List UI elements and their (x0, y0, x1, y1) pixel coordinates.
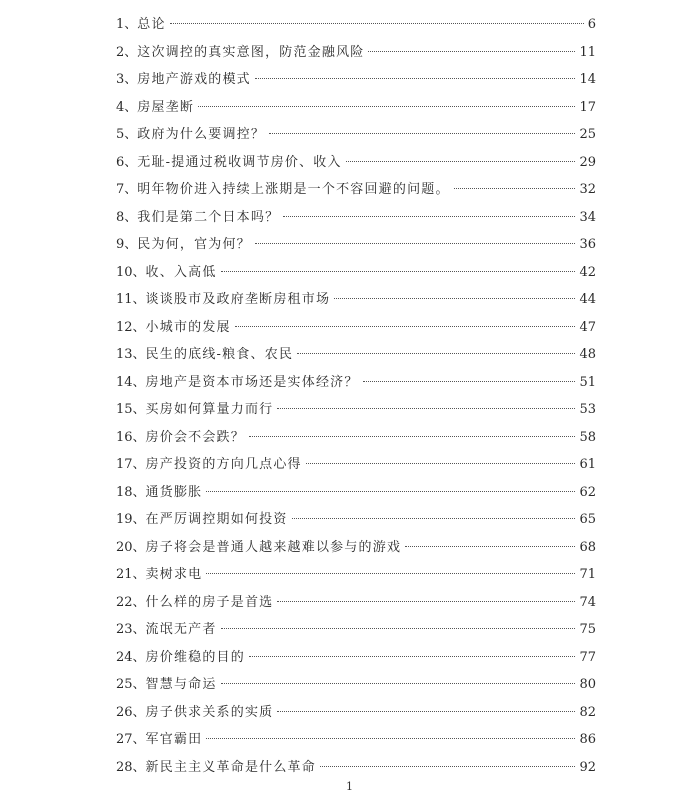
toc-entry-page[interactable]: 44 (579, 292, 596, 307)
toc-entry[interactable] (116, 726, 596, 754)
toc-entry-number: 28、 (116, 759, 146, 775)
toc-entry-title[interactable]: 房地产游戏的模式 (137, 72, 251, 87)
toc-dot-leader (249, 656, 576, 657)
toc-entry-number: 6、 (116, 154, 138, 170)
toc-entry-page[interactable]: 65 (579, 512, 596, 527)
toc-entry-page[interactable]: 53 (579, 402, 596, 417)
toc-entry-page[interactable]: 34 (579, 209, 596, 225)
toc-entry[interactable] (116, 479, 596, 507)
toc-entry[interactable] (116, 699, 596, 727)
toc-dot-leader (206, 491, 575, 492)
toc-dot-leader (198, 106, 575, 107)
toc-entry-title[interactable]: 什么样的房子是首选 (145, 594, 274, 610)
toc-entry-page[interactable]: 61 (579, 457, 596, 472)
toc-entry-page[interactable]: 68 (579, 539, 596, 555)
toc-entry-page[interactable]: 80 (579, 677, 596, 692)
toc-entry-number: 21、 (116, 567, 146, 582)
toc-entry-page[interactable]: 47 (579, 319, 596, 335)
toc-entry-number: 26、 (116, 704, 146, 720)
toc-dot-leader (334, 298, 575, 299)
toc-entry-number: 13、 (116, 347, 146, 362)
toc-entry[interactable] (116, 671, 596, 699)
toc-entry-title[interactable]: 房价维稳的目的 (145, 649, 245, 665)
toc-dot-leader (221, 683, 576, 684)
toc-entry-title[interactable]: 收、入高低 (145, 264, 217, 280)
toc-entry-page[interactable]: 51 (579, 374, 596, 390)
toc-dot-leader (454, 188, 576, 189)
toc-entry-page[interactable]: 82 (579, 704, 596, 720)
toc-dot-leader (221, 628, 576, 629)
toc-dot-leader (368, 51, 575, 52)
toc-entry-title[interactable]: 房子供求关系的实质 (145, 704, 274, 720)
toc-entry-title[interactable]: 民为何，官为何？ (137, 237, 251, 252)
toc-entry[interactable] (116, 286, 596, 314)
toc-entry-title[interactable]: 买房如何算量力而行 (145, 402, 274, 417)
toc-entry-title[interactable]: 新民主主义革命是什么革命 (145, 759, 316, 775)
toc-entry-number: 24、 (116, 649, 146, 665)
toc-entry-title[interactable]: 我们是第二个日本吗？ (137, 209, 280, 225)
toc-dot-leader (269, 133, 575, 134)
toc-dot-leader (277, 408, 575, 409)
toc-entry-title[interactable]: 总论 (137, 17, 166, 32)
toc-dot-leader (297, 353, 575, 354)
toc-dot-leader (249, 436, 576, 437)
toc-entry-page[interactable]: 6 (587, 17, 596, 32)
toc-entry[interactable] (116, 561, 596, 589)
toc-entry-number: 9、 (116, 237, 138, 252)
toc-entry-page[interactable]: 86 (579, 732, 596, 747)
toc-entry[interactable] (116, 754, 596, 782)
toc-entry-title[interactable]: 房产投资的方向几点心得 (145, 457, 302, 472)
toc-entry[interactable] (116, 341, 596, 369)
toc-dot-leader (170, 23, 584, 24)
toc-dot-leader (255, 243, 576, 244)
toc-entry-title[interactable]: 房地产是资本市场还是实体经济？ (145, 374, 359, 390)
toc-entry-title[interactable]: 军官霸田 (145, 732, 203, 747)
toc-entry-title[interactable]: 在严厉调控期如何投资 (145, 512, 288, 527)
toc-entry-number: 22、 (116, 594, 146, 610)
toc-entry[interactable] (116, 424, 596, 452)
toc-entry-title[interactable]: 这次调控的真实意图，防范金融风险 (137, 44, 365, 60)
toc-entry[interactable] (116, 589, 596, 617)
toc-entry-page[interactable]: 29 (579, 154, 596, 170)
toc-entry-number: 15、 (116, 402, 146, 417)
toc-entry-title[interactable]: 通货膨胀 (145, 484, 203, 500)
toc-entry[interactable] (116, 94, 596, 122)
toc-entry-page[interactable]: 62 (579, 484, 596, 500)
toc-entry[interactable] (116, 644, 596, 672)
toc-entry[interactable] (116, 506, 596, 534)
toc-entry-title[interactable]: 房屋垄断 (137, 99, 195, 115)
toc-entry-number: 17、 (116, 457, 146, 472)
toc-entry-page[interactable]: 25 (579, 127, 596, 142)
toc-entry-number: 7、 (116, 182, 138, 197)
toc-entry[interactable] (116, 11, 596, 39)
toc-entry-title[interactable]: 小城市的发展 (145, 319, 231, 335)
toc-dot-leader (320, 766, 576, 767)
toc-entry-title[interactable]: 智慧与命运 (145, 677, 217, 692)
toc-entry-page[interactable]: 75 (579, 622, 596, 637)
toc-entry-title[interactable]: 明年物价进入持续上涨期是一个不容回避的问题。 (137, 182, 450, 197)
toc-entry-number: 4、 (116, 99, 138, 115)
toc-entry-title[interactable]: 房子将会是普通人越来越难以参与的游戏 (145, 539, 402, 555)
toc-entry-number: 19、 (116, 512, 146, 527)
toc-entry-number: 1、 (116, 17, 138, 32)
toc-entry[interactable] (116, 204, 596, 232)
toc-entry-page[interactable]: 74 (579, 594, 596, 610)
toc-dot-leader (292, 518, 576, 519)
toc-entry-page[interactable]: 32 (579, 182, 596, 197)
toc-entry[interactable] (116, 231, 596, 259)
toc-entry-title[interactable]: 无耻-提通过税收调节房价、收入 (137, 154, 342, 170)
toc-entry-page[interactable]: 42 (579, 264, 596, 280)
toc-entry[interactable] (116, 534, 596, 562)
toc-entry-number: 8、 (116, 209, 138, 225)
page-number: 1 (346, 780, 353, 793)
toc-dot-leader (277, 711, 575, 712)
toc-entry[interactable] (116, 176, 596, 204)
toc-entry-number: 14、 (116, 374, 146, 390)
toc-dot-leader (363, 381, 576, 382)
toc-entry[interactable] (116, 121, 596, 149)
toc-dot-leader (206, 738, 575, 739)
toc-entry-number: 12、 (116, 319, 146, 335)
toc-entry-title[interactable]: 谈谈股市及政府垄断房租市场 (145, 292, 331, 307)
toc-dot-leader (346, 161, 576, 162)
toc-entry-page[interactable]: 17 (579, 99, 596, 115)
toc-entry-number: 10、 (116, 264, 146, 280)
toc-entry-title[interactable]: 民生的底线-粮食、农民 (145, 347, 294, 362)
toc-entry-number: 11、 (116, 292, 146, 307)
toc-entry-number: 16、 (116, 429, 146, 445)
toc-entry-title[interactable]: 政府为什么要调控？ (137, 127, 266, 142)
toc-entry-page[interactable]: 92 (579, 759, 596, 775)
toc-dot-leader (306, 463, 576, 464)
toc-dot-leader (221, 271, 576, 272)
toc-entry-number: 2、 (116, 44, 138, 60)
toc-dot-leader (283, 216, 575, 217)
toc-entry-title[interactable]: 卖树求电 (145, 567, 203, 582)
toc-entry-page[interactable]: 48 (579, 347, 596, 362)
toc-dot-leader (235, 326, 576, 327)
toc-dot-leader (255, 78, 576, 79)
toc-entry-number: 23、 (116, 622, 146, 637)
toc-entry[interactable] (116, 616, 596, 644)
toc-entry-number: 18、 (116, 484, 146, 500)
toc-entry[interactable] (116, 259, 596, 287)
toc-entry-page[interactable]: 77 (579, 649, 596, 665)
toc-entry[interactable] (116, 314, 596, 342)
toc-entry[interactable] (116, 369, 596, 397)
toc-entry-number: 25、 (116, 677, 146, 692)
toc-entry[interactable] (116, 66, 596, 94)
toc-entry-page[interactable]: 58 (579, 429, 596, 445)
toc-entry-page[interactable]: 14 (579, 72, 596, 87)
toc-entry-page[interactable]: 36 (579, 237, 596, 252)
toc-entry-page[interactable]: 11 (579, 44, 596, 60)
toc-entry[interactable] (116, 396, 596, 424)
toc-dot-leader (206, 573, 575, 574)
toc-entry-page[interactable]: 71 (579, 567, 596, 582)
toc-entry[interactable] (116, 39, 596, 67)
toc-entry[interactable] (116, 149, 596, 177)
toc-entry-number: 20、 (116, 539, 146, 555)
toc-entry-title[interactable]: 流氓无产者 (145, 622, 217, 637)
toc-entry[interactable] (116, 451, 596, 479)
toc-dot-leader (277, 601, 575, 602)
table-of-contents (116, 11, 596, 781)
toc-entry-number: 27、 (116, 732, 146, 747)
toc-entry-number: 5、 (116, 127, 138, 142)
toc-dot-leader (405, 546, 575, 547)
toc-entry-number: 3、 (116, 72, 138, 87)
toc-entry-title[interactable]: 房价会不会跌？ (145, 429, 245, 445)
